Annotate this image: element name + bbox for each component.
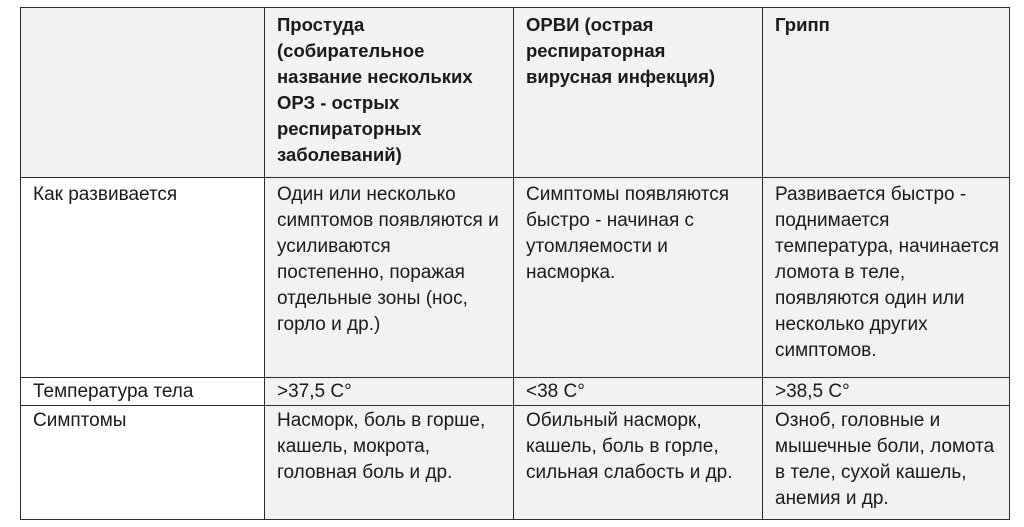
table-row-temperature (21, 378, 1010, 406)
cell-development-arvi: Симптомы появляются быстро - начиная с утомляемости и насморка. (514, 178, 763, 378)
cell-temperature-cold: >37,5 С° (265, 378, 514, 406)
comparison-table-container (20, 7, 1009, 519)
table-row-development (21, 178, 1010, 378)
comparison-table (20, 7, 1010, 520)
cell-temperature-flu: >38,5 С° (763, 378, 1010, 406)
header-arvi: ОРВИ (острая респираторная вирусная инфекция) (514, 8, 763, 178)
header-cold: Простуда (собирательное название нескольких ОРЗ - острых респираторных заболеваний) (265, 8, 514, 178)
table-row-symptoms (21, 406, 1010, 520)
table-header-row (21, 8, 1010, 178)
cell-symptoms-flu: Озноб, головные и мышечные боли, ломота в теле, сухой кашель, анемия и др. (763, 406, 1010, 520)
header-flu: Грипп (763, 8, 1010, 178)
row-label-symptoms: Симптомы (21, 406, 265, 520)
cell-development-cold: Один или несколько симптомов появляются и усиливаются постепенно, поражая отдельные зоны (нос, горло и др.) (265, 178, 514, 378)
row-label-temperature: Температура тела (21, 378, 265, 406)
row-label-development: Как развивается (21, 178, 265, 378)
cell-symptoms-arvi: Обильный насморк, кашель, боль в горле, сильная слабость и др. (514, 406, 763, 520)
cell-symptoms-cold: Насморк, боль в горше, кашель, мокрота, головная боль и др. (265, 406, 514, 520)
header-corner-cell (21, 8, 265, 178)
cell-development-flu: Развивается быстро - поднимается температура, начинается ломота в теле, появляются один или несколько других симптомов. (763, 178, 1010, 378)
cell-temperature-arvi: <38 С° (514, 378, 763, 406)
